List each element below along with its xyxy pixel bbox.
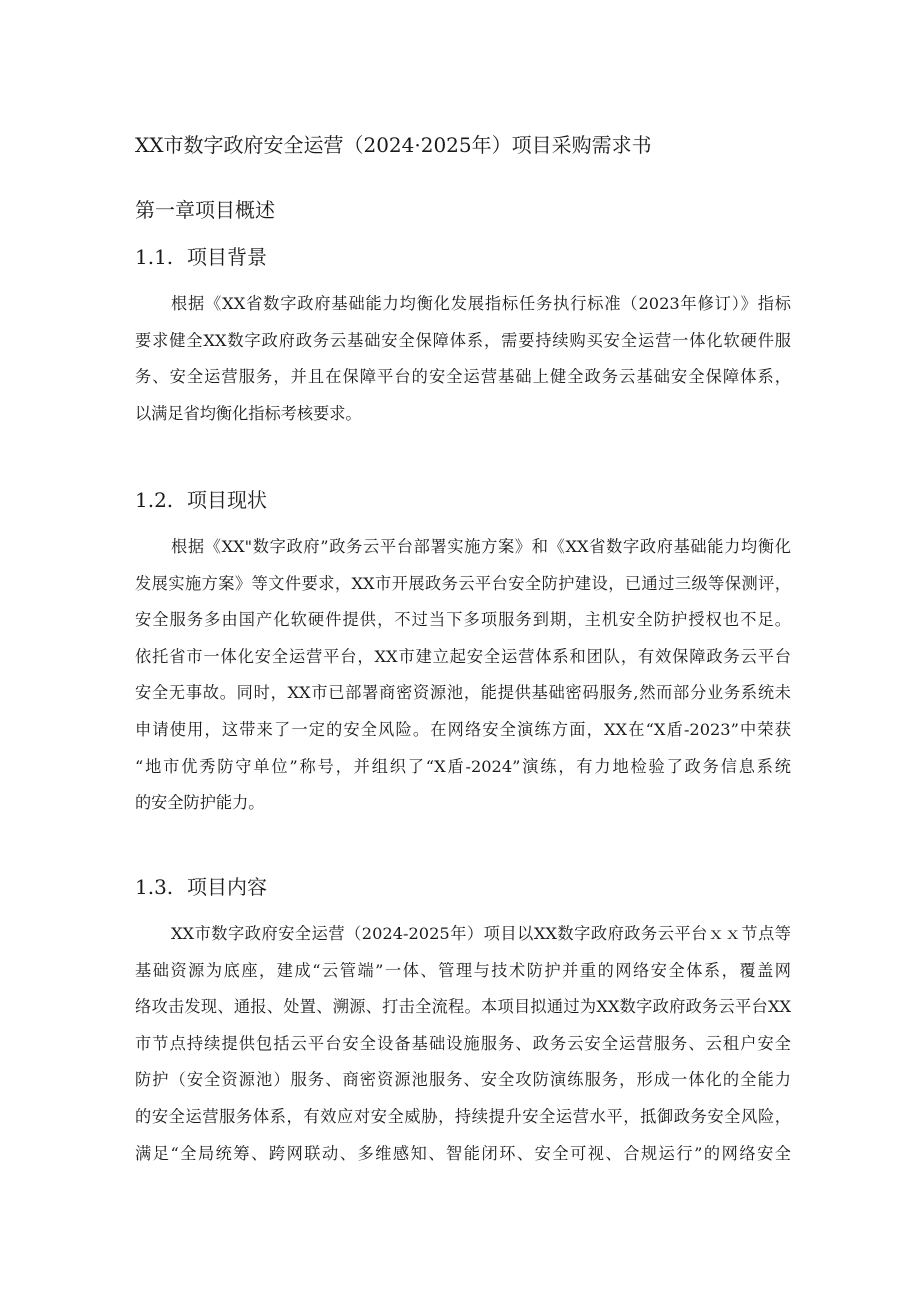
body-line: 申请使用，这带来了一定的安全风险。在网络安全演练方面，XX在“X盾-2023”中荣获 [135, 719, 791, 739]
body-line: 以满足省均衡化指标考核要求。 [135, 403, 362, 423]
body-line: 安全无事故。同时，XX市已部署商密资源池，能提供基础密码服务,然而部分业务系统未 [135, 683, 791, 703]
section-body-background [135, 286, 791, 432]
section-heading-status [135, 486, 267, 514]
section-heading-content [135, 873, 267, 901]
chapter-heading: 第一章项目概述 [135, 198, 275, 222]
section-number: 1.3. [135, 875, 174, 899]
body-line: 发展实施方案》等文件要求，XX市开展政务云平台安全防护建设，已通过三级等保测评， [135, 573, 791, 593]
body-line: “地市优秀防守单位”称号，并组织了“X盾-2024”演练，有力地检验了政务信息系统 [135, 756, 791, 776]
body-line: XX市数字政府安全运营（2024-2025年）项目以XX数字政府政务云平台ｘｘ节点等 [171, 924, 791, 943]
section-title: 项目背景 [187, 245, 267, 269]
body-line: 防护（安全资源池）服务、商密资源池服务、安全攻防演练服务，形成一体化的全能力 [135, 1070, 791, 1090]
body-line: 依托省市一体化安全运营平台，XX市建立起安全运营体系和团队，有效保障政务云平台 [135, 646, 791, 666]
section-number: 1.1. [135, 245, 174, 269]
section-body-content [135, 916, 791, 1172]
body-line: 的安全运营服务体系，有效应对安全威胁，持续提升安全运营水平，抵御政务安全风险， [135, 1106, 791, 1126]
section-number: 1.2. [135, 488, 174, 512]
body-line: 的安全防护能力。 [135, 793, 265, 813]
body-line: 络攻击发现、通报、处置、溯源、打击全流程。本项目拟通过为XX数字政府政务云平台XX [135, 997, 791, 1017]
document-title: XX市数字政府安全运营（2024·2025年）项目采购需求书 [135, 133, 652, 157]
section-title: 项目内容 [187, 875, 267, 899]
body-line: 市节点持续提供包括云平台安全设备基础设施服务、政务云安全运营服务、云租户安全 [135, 1033, 791, 1053]
body-line: 根据《XX省数字政府基础能力均衡化发展指标任务执行标准（2023年修订）》指标 [171, 294, 791, 313]
body-line: 安全服务多由国产化软硬件提供，不过当下多项服务到期，主机安全防护授权也不足。 [135, 610, 791, 630]
body-line: 满足“全局统筹、跨网联动、多维感知、智能闭环、安全可视、合规运行”的网络安全 [135, 1143, 791, 1163]
body-line: 要求健全XX数字政府政务云基础安全保障体系，需要持续购买安全运营一体化软硬件服 [135, 330, 791, 350]
section-title: 项目现状 [187, 488, 267, 512]
body-line: 基础资源为底座，建成“云管端”一体、管理与技术防护并重的网络安全体系，覆盖网 [135, 960, 791, 980]
body-line: 根据《XX"数字政府”政务云平台部署实施方案》和《XX省数字政府基础能力均衡化 [171, 537, 791, 556]
section-heading-background [135, 243, 267, 271]
section-body-status [135, 529, 791, 822]
body-line: 务、安全运营服务，并且在保障平台的安全运营基础上健全政务云基础安全保障体系， [135, 367, 791, 387]
